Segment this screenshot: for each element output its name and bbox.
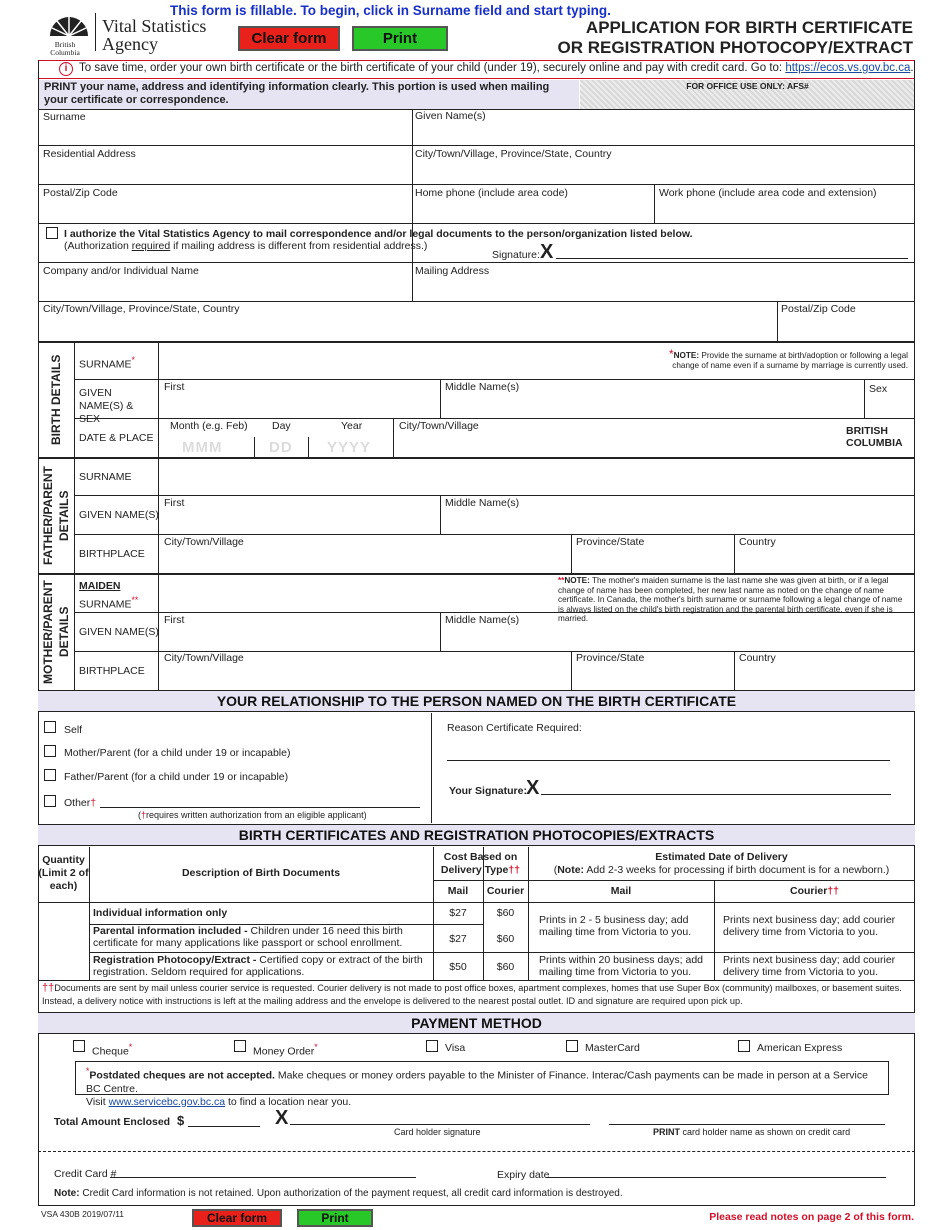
reason-input-line[interactable] [447,760,890,761]
row1-title: Individual information only [93,907,228,919]
mother-surname-label: SURNAME** [79,595,139,611]
online-notice-end: . [910,62,914,74]
mother-maiden-note: **NOTE: The mother's maiden surname is the last name she was given at birth, or if a legal change of name has been completed, her new last name as noted on the change of name certificate. In Canada, the mother's birth surname or surname following a legal change of name is always listed on the child's birth registration and the parental birth certificate, even if she is married. [558,576,903,624]
self-checkbox[interactable] [44,721,56,733]
logo-agency: Vital Statistics Agency [102,16,207,54]
row3-desc: Registration Photocopy/Extract - Certified copy or extract of the birth registration. Seldom required for applications. [93,954,423,978]
father-surname-label: SURNAME [79,471,132,483]
mother-details-label: MOTHER/PARENT DETAILS [41,580,71,684]
father-details-label: FATHER/PARENT DETAILS [41,466,71,566]
card-signature-line[interactable] [290,1124,590,1125]
credit-card-input-line[interactable] [110,1177,416,1178]
online-notice-text: To save time, order your own birth certificate or the birth certificate of your child (under 19), securely online and pay with credit card. Go to: [79,62,786,74]
mailing-label: Mailing Address [415,265,490,277]
birth-date-place-label: DATE & PLACE [79,432,154,444]
reason-label: Reason Certificate Required: [447,722,582,734]
birth-day-label: Day [272,420,291,432]
birth-surname-note: *NOTE: Provide the surname at birth/adoption or following a legal change of name even if a surname by marriage is currently used. [668,347,908,370]
birth-province: BRITISH COLUMBIA [846,425,903,449]
card-name-line[interactable] [609,1124,885,1125]
work-phone-label: Work phone (include area code and extension) [659,187,877,199]
certificates-title: BIRTH CERTIFICATES AND REGISTRATION PHOTOCOPIES/EXTRACTS [38,824,915,846]
read-notes: Please read notes on page 2 of this form. [709,1211,914,1223]
mother-middle-label: Middle Name(s) [445,614,520,626]
card-name-label: PRINT card holder name as shown on credit card [653,1127,851,1137]
father-province-label: Province/State [576,536,645,548]
father-given-label: GIVEN NAME(S) [79,509,159,521]
form-title-line1: APPLICATION FOR BIRTH CERTIFICATE [585,18,913,37]
birth-city-label: City/Town/Village [399,420,479,432]
online-notice [38,60,915,79]
footer-clear-button[interactable]: Clear form [192,1209,282,1227]
row2-desc: Parental information included - Children under 16 need this birth certificate for many applications like passport or school enrollment. [93,925,403,949]
card-sig-label: Card holder signature [394,1127,481,1137]
birth-details-label: BIRTH DETAILS [49,354,63,446]
surname-label: Surname [43,111,86,123]
desc-header: Description of Birth Documents [181,867,341,879]
postal2-label: Postal/Zip Code [781,303,856,315]
birth-sex-label: Sex [869,383,888,395]
authorize-checkbox[interactable] [46,227,58,239]
other-label: Other† [64,797,97,809]
father-middle-label: Middle Name(s) [445,497,520,509]
mail-est-1: Prints in 2 - 5 business day; add mailing time from Victoria to you. [539,914,692,938]
father-first-label: First [164,497,185,509]
father-option-label: Father/Parent (for a child under 19 or incapable) [64,771,289,783]
cheque-checkbox[interactable] [73,1040,85,1052]
form-title-line2: OR REGISTRATION PHOTOCOPY/EXTRACT [557,38,913,57]
mastercard-label: MasterCard [585,1042,640,1054]
city-input[interactable] [414,160,912,182]
mother-maiden-label: MAIDEN [79,580,121,592]
amex-checkbox[interactable] [738,1040,750,1052]
dollar-sign: $ [177,1113,185,1128]
qty-header: Quantity (Limit 2 of each) [38,854,89,892]
visa-label: Visa [445,1042,466,1054]
signature-label: Signature: [492,249,540,261]
residential-address-input[interactable] [40,160,410,182]
cheque-label: Cheque* [92,1042,133,1058]
relationship-title: YOUR RELATIONSHIP TO THE PERSON NAMED ON THE BIRTH CERTIFICATE [38,690,915,712]
mother-given-label: GIVEN NAME(S) [79,626,159,638]
courier-est-2: Prints next business day; add courier delivery time from Victoria to you. [723,954,896,978]
birth-surname-label: SURNAME* [79,355,135,371]
city-label: City/Town/Village, Province/State, Country [415,148,612,160]
birth-middle-label: Middle Name(s) [445,381,520,393]
father-checkbox[interactable] [44,769,56,781]
mother-birthplace-label: BIRTHPLACE [79,665,145,677]
expiry-input-line[interactable] [546,1177,886,1178]
company-label: Company and/or Individual Name [43,265,199,277]
courier-est-1: Prints next business day; add courier delivery time from Victoria to you. [723,914,896,938]
your-signature-x: X [526,777,540,799]
amex-label: American Express [757,1042,843,1054]
mail-est-2: Prints within 20 business days; add mailing time from Victoria to you. [539,954,704,978]
bc-logo [44,12,94,57]
father-birthplace-label: BIRTHPLACE [79,548,145,560]
ecos-link[interactable]: https://ecos.vs.gov.bc.ca [785,62,911,74]
row3-courier: $60 [496,961,515,973]
your-signature-label: Your Signature: [449,785,527,797]
card-signature-x: X [275,1107,289,1129]
qty-input-2[interactable] [40,926,87,950]
father-city-label: City/Town/Village [164,536,244,548]
given-names-input[interactable] [414,122,912,144]
mastercard-checkbox[interactable] [566,1040,578,1052]
birth-month-label: Month (e.g. Feb) [170,420,248,432]
postal-label: Postal/Zip Code [43,187,118,199]
birth-month-input[interactable]: MMM [182,439,223,456]
mother-country-label: Country [739,652,776,664]
est-courier-header: Courier†† [789,885,840,897]
total-label: Total Amount Enclosed [54,1116,171,1128]
clear-form-button[interactable]: Clear form [238,26,340,51]
row3-mail: $50 [449,961,467,973]
payment-title: PAYMENT METHOD [38,1012,915,1034]
mother-province-label: Province/State [576,652,645,664]
row1-courier: $60 [496,907,515,919]
birth-day-input[interactable]: DD [269,439,293,456]
given-names-label: Given Name(s) [415,110,486,122]
money-order-checkbox[interactable] [234,1040,246,1052]
office-use-label: FOR OFFICE USE ONLY: AFS# [686,81,809,91]
self-label: Self [64,724,83,736]
other-checkbox[interactable] [44,795,56,807]
row2-courier: $60 [496,933,515,945]
est-header: Estimated Date of Delivery [655,851,788,863]
payment-note: Note: Credit Card information is not retained. Upon authorization of the payment request, all credit card information is destroyed. [54,1188,623,1199]
total-input-line[interactable] [188,1126,260,1127]
row2-mail: $27 [449,933,467,945]
birth-year-input[interactable]: YYYY [327,439,372,456]
courier-col-header: Courier [486,885,525,897]
home-phone-label: Home phone (include area code) [415,187,568,199]
info-icon: i [59,62,73,76]
qty-input-3[interactable] [40,954,87,978]
mother-first-label: First [164,614,185,626]
expiry-label: Expiry date [497,1169,550,1181]
your-signature-line[interactable] [541,794,891,795]
applicant-instructions: PRINT your name, address and identifying information clearly. This portion is used when mailing your certificate or correspondence. [44,81,550,106]
signature-line[interactable] [556,258,908,259]
residential-address-label: Residential Address [43,148,136,160]
row1-mail: $27 [449,907,467,919]
other-note: (†requires written authorization from an eligible applicant) [138,810,367,820]
mother-checkbox[interactable] [44,745,56,757]
sun-logo-icon [44,12,94,38]
credit-card-label: Credit Card # [54,1168,117,1180]
other-input-line[interactable] [100,807,420,808]
mother-city-label: City/Town/Village [164,652,244,664]
money-order-label: Money Order* [253,1042,318,1058]
print-button[interactable]: Print [352,26,448,51]
cost-header: Cost Based on Delivery Type†† [440,851,521,876]
mail-col-header: Mail [447,885,469,897]
applicant-instructions-box [38,80,579,109]
fillable-notice: This form is fillable. To begin, click in Surname field and start typing. [170,3,611,18]
servicebc-link[interactable]: www.servicebc.gov.bc.ca [108,1095,226,1108]
birth-given-sex-label: GIVEN NAME(S) & SEX [79,387,134,425]
footer-print-button[interactable]: Print [297,1209,373,1227]
father-country-label: Country [739,536,776,548]
courier-note: ††Documents are sent by mail unless courier service is requested. Courier delivery is not made to post office boxes, apartment complexes, homes that use Super Box (community) mailboxes, or basement suites. Instead, a delivery notice with instructions is left at the mailing address and the envelope is delivered to the nearest postal outlet. ID and signature are required upon pick up. [42,982,902,1006]
surname-input[interactable] [40,122,410,144]
auth-note: (Authorization required if mailing address is different from residential address.) [64,240,428,252]
logo-bc-text: British Columbia [50,40,80,57]
est-note: (Note: Add 2-3 weeks for processing if birth document is for a newborn.) [553,864,890,876]
form-id: VSA 430B 2019/07/11 [41,1209,125,1219]
birth-year-label: Year [341,420,363,432]
est-mail-header: Mail [610,885,632,897]
mother-option-label: Mother/Parent (for a child under 19 or incapable) [64,747,291,759]
fee-table [38,847,915,980]
signature-x: X [540,241,554,263]
visa-checkbox[interactable] [426,1040,438,1052]
qty-input-1[interactable] [40,904,87,922]
birth-first-label: First [164,381,185,393]
postdated-note: *Postdated cheques are not accepted. Make cheques or money orders payable to the Minister of Finance. Interac/Cash payments can be made in person at a Service BC Centre. Visit www.servicebc.gov.bc.ca to find a location near you. [75,1061,889,1095]
office-use-box [580,80,915,109]
authorize-text: I authorize the Vital Statistics Agency to mail correspondence and/or legal documents to the person/organization listed below. [64,228,693,240]
city2-label: City/Town/Village, Province/State, Country [43,303,240,315]
